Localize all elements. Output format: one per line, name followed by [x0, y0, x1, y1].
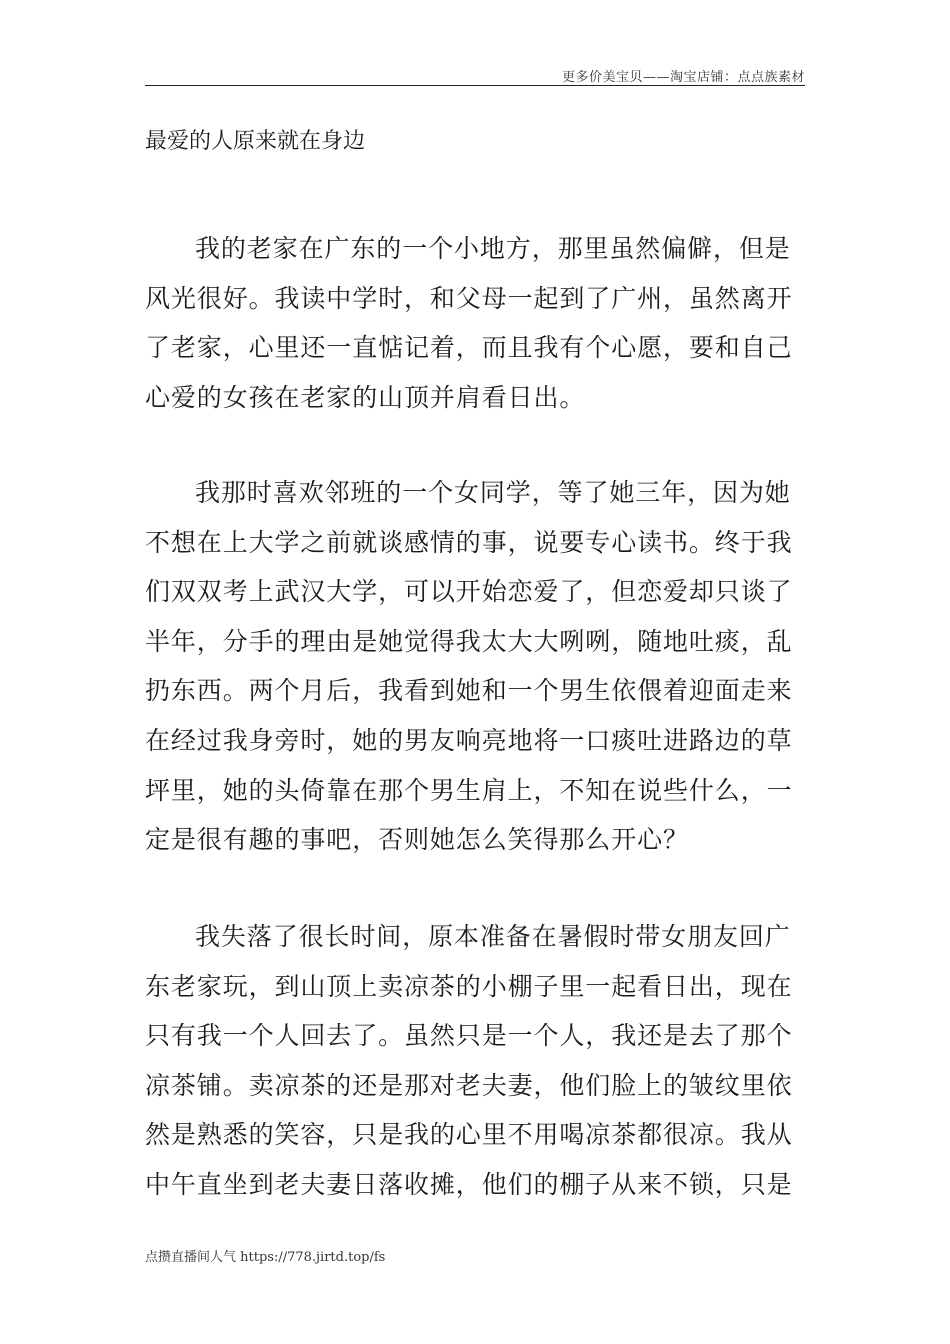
paragraph-line: 扔东西。两个月后，我看到她和一个男生依偎着迎面走来: [145, 676, 793, 706]
paragraph-line: 只有我一个人回去了。虽然只是一个人，我还是去了那个: [145, 1021, 793, 1051]
paragraph-line: 不想在上大学之前就谈感情的事，说要专心读书。终于我: [145, 527, 793, 557]
page-title: 最爱的人原来就在身边: [145, 129, 366, 154]
paragraph-line: 定是很有趣的事吧，否则她怎么笑得那么开心？: [145, 825, 689, 855]
paragraph-line: 中午直坐到老夫妻日落收摊，他们的棚子从来不锁，只是: [145, 1169, 793, 1199]
paragraph-line: 风光很好。我读中学时，和父母一起到了广州，虽然离开: [145, 283, 793, 313]
paragraph-line: 我的老家在广东的一个小地方，那里虽然偏僻，但是: [195, 234, 791, 263]
paragraph-2: [145, 468, 807, 865]
paragraph-line: 在经过我身旁时，她的男友响亮地将一口痰吐进路边的草: [145, 725, 793, 755]
paragraph-line: 半年，分手的理由是她觉得我太大大咧咧，随地吐痰，乱: [145, 626, 793, 656]
footer-link-text: 点攒直播间人气 https://778.jirtd.top/fs: [145, 1250, 386, 1265]
paragraph-1: [145, 224, 807, 422]
paragraph-line: 然是熟悉的笑容，只是我的心里不用喝凉茶都很凉。我从: [145, 1120, 793, 1150]
paragraph-line: 坪里，她的头倚靠在那个男生肩上，不知在说些什么，一: [145, 775, 793, 805]
header-text: 更多价美宝贝——淘宝店铺：点点族素材: [561, 70, 805, 85]
paragraph-3: [145, 912, 807, 1210]
paragraph-line: 心爱的女孩在老家的山顶并肩看日出。: [145, 382, 586, 412]
paragraph-line: 了老家，心里还一直惦记着，而且我有个心愿，要和自己: [145, 333, 793, 363]
paragraph-line: 凉茶铺。卖凉茶的还是那对老夫妻，他们脸上的皱纹里依: [145, 1070, 793, 1100]
paragraph-line: 们双双考上武汉大学，可以开始恋爱了，但恋爱却只谈了: [145, 577, 793, 607]
paragraph-line: 我那时喜欢邻班的一个女同学，等了她三年，因为她: [195, 478, 791, 507]
paragraph-line: 我失落了很长时间，原本准备在暑假时带女朋友回广: [195, 922, 791, 951]
paragraph-line: 东老家玩，到山顶上卖凉茶的小棚子里一起看日出，现在: [145, 971, 793, 1001]
header-divider: [145, 85, 805, 86]
